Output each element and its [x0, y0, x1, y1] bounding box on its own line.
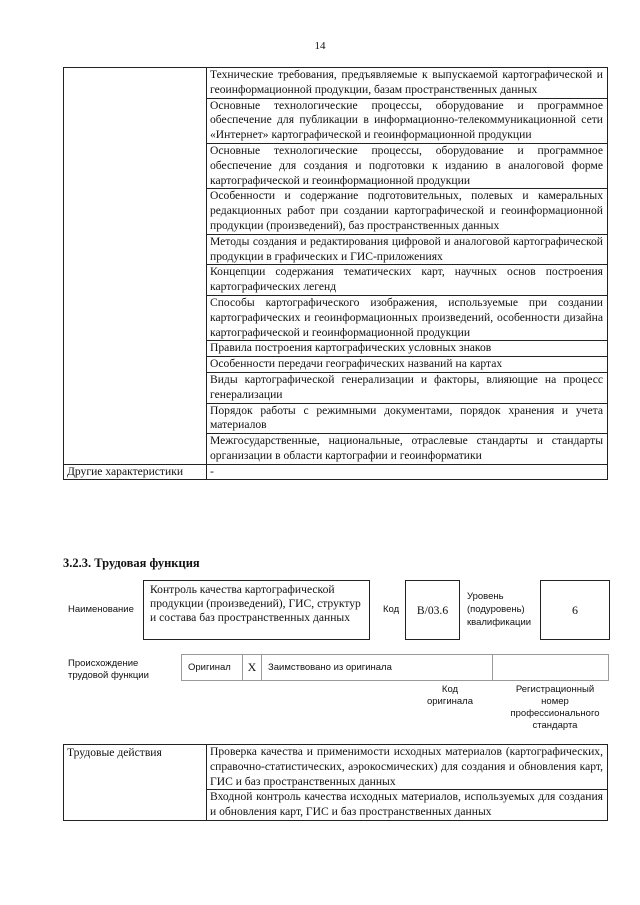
- actions-table: [63, 744, 608, 821]
- level-label: Уровень (подуровень) квалификации: [467, 591, 532, 628]
- knowledge-item: Виды картографической генерализации и факторы, влияющие на процесс генерализации: [207, 372, 608, 403]
- function-name-box: Контроль качества картографической продукции (произведений), ГИС, структур и состава баз пространственных данных: [143, 580, 370, 640]
- original-cell: [181, 654, 243, 681]
- other-characteristics-label: Другие характеристики: [64, 464, 207, 479]
- knowledge-item: Порядок работы с режимными документами, порядок хранения и учета материалов: [207, 403, 608, 434]
- code-caption: Код оригинала: [426, 684, 473, 707]
- knowledge-item: Технические требования, предъявляемые к выпускаемой картографической и геоинформационной продукции, базам пространственных данных: [207, 68, 608, 99]
- borrowed-cell: [261, 654, 493, 681]
- name-label: Наименование: [68, 604, 134, 615]
- knowledge-label-cell: [64, 68, 207, 465]
- reg-caption: Регистрационный номер профессионального стандарта: [510, 684, 600, 731]
- knowledge-table: [63, 67, 608, 480]
- knowledge-row: [64, 68, 608, 99]
- knowledge-item: Особенности передачи географических названий на картах: [207, 357, 608, 373]
- knowledge-item: Межгосударственные, национальные, отраслевые стандарты и стандарты организации в области картографии и геоинформатики: [207, 434, 608, 465]
- borrowed-label: Заимствовано из оригинала: [268, 662, 392, 673]
- function-code-box: B/03.6: [405, 580, 460, 640]
- reg-number-cell: [492, 654, 609, 681]
- code-label: Код: [383, 604, 400, 615]
- section-title: 3.2.3. Трудовая функция: [63, 556, 200, 570]
- origin-label: Происхождение трудовой функции: [68, 658, 149, 681]
- knowledge-item: Концепции содержания тематических карт, научных основ построения картографических легенд: [207, 265, 608, 296]
- origin-row: [181, 654, 609, 681]
- knowledge-item: Способы картографического изображения, используемые при создании картографических и геоинформационных произведений, особенности дизайна картографической и геоинформационной продукции: [207, 295, 608, 340]
- knowledge-item: Основные технологические процессы, оборудование и программное обеспечение для публикации в информационно-телекоммуникационной сети «Интернет» картографической и геоинформационной продукции: [207, 98, 608, 143]
- knowledge-item: Основные технологические процессы, оборудование и программное обеспечение для создания и подготовки к изданию в аналоговой форме картографической и геоинформационной продукции: [207, 143, 608, 188]
- original-mark: X: [242, 654, 262, 681]
- action-row: [64, 745, 608, 790]
- action-item: Входной контроль качества исходных материалов, используемых для создания и обновления карт, ГИС и баз пространственных данных: [207, 790, 608, 821]
- knowledge-item: Методы создания и редактирования цифровой и аналоговой картографической продукции в графических и ГИС-приложениях: [207, 234, 608, 265]
- original-label: Оригинал: [188, 662, 231, 673]
- action-item: Проверка качества и применимости исходных материалов (картографических, справочно-статистических, аэрокосмических) для создания и обновления карт, ГИС и баз пространственных данных: [207, 745, 608, 790]
- knowledge-item: Правила построения картографических условных знаков: [207, 341, 608, 357]
- other-characteristics-value: -: [207, 464, 608, 479]
- qualification-level-box: 6: [540, 580, 610, 640]
- knowledge-item: Особенности и содержание подготовительных, полевых и камеральных редакционных работ при создании картографической и геоинформационной продукции (произведений), баз пространственных данных: [207, 189, 608, 234]
- actions-label: Трудовые действия: [64, 745, 207, 821]
- page-number: 14: [314, 40, 326, 52]
- other-characteristics-row: [64, 464, 608, 479]
